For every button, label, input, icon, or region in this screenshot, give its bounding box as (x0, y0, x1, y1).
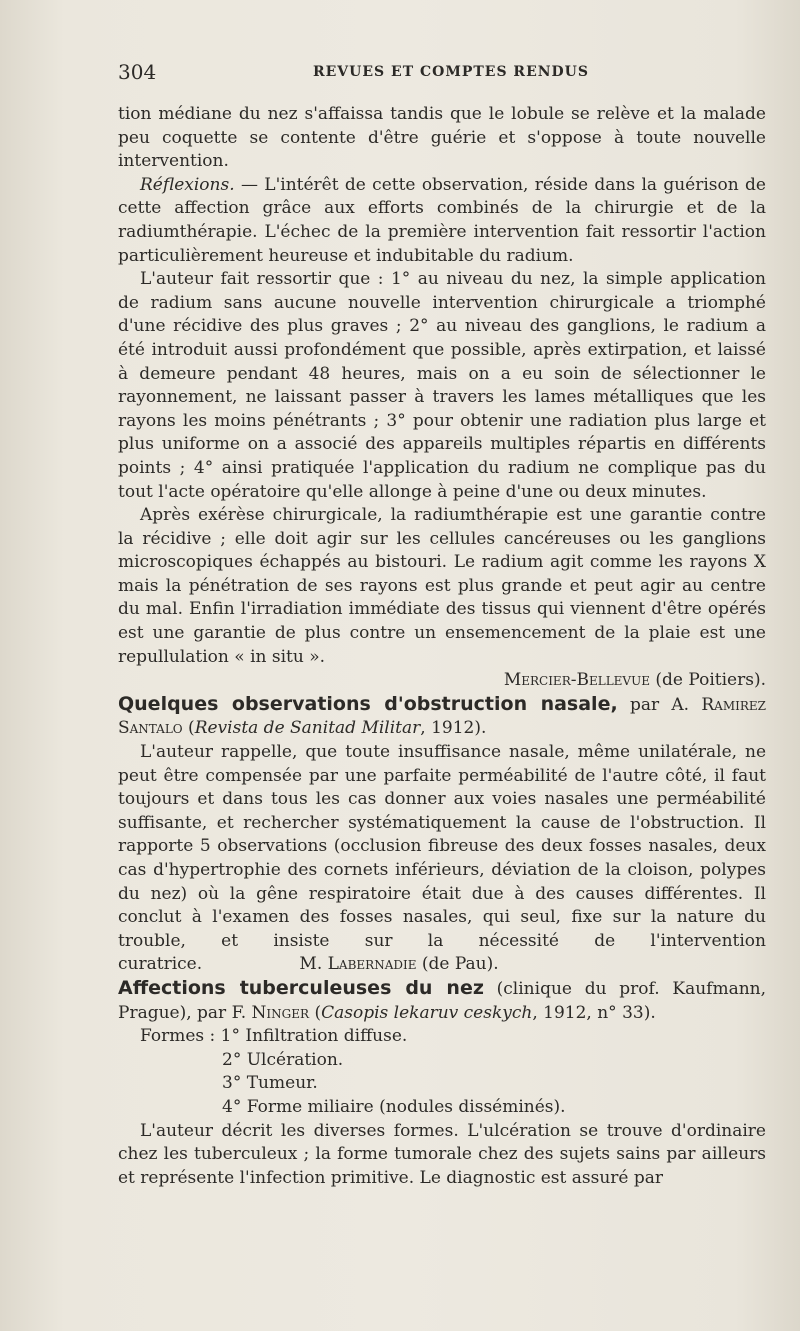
paragraph: L'auteur fait ressortir que : 1° au niveau du nez, la simple application de radium sans aucune nouvelle intervention chirurgicale a triomphé d'une récidive des plus graves ; 2° au niveau des ganglions, le radium a été introduit aussi profondément que possible, après extirpation, et laissé à demeure pendant 48 heures, mais on a eu soin de sélectionner le rayonnement, ne laissant passer à travers les lames métalliques que les rayons les moins pénétrants ; 3° pour obtenir une radiation plus large et plus uniforme on a associé des appareils multiples répartis en différents points ; 4° ainsi pratiquée l'application du radium ne complique pas du tout l'acte opératoire qu'elle allonge à peine d'une ou deux minutes. (118, 269, 766, 502)
paragraph (118, 741, 766, 977)
reflexions-label: Réflexions. (140, 174, 235, 195)
form-item: 4° Forme miliaire (nodules disséminés). (222, 1096, 566, 1117)
signature-inline (202, 954, 499, 974)
paragraph-reflexions (118, 174, 766, 268)
source-open: ( (309, 1002, 322, 1023)
forms-label: Formes : (140, 1026, 221, 1047)
article-by: par A. (617, 694, 702, 715)
source-open: ( (182, 718, 195, 739)
signature-place: (de Pau). (416, 954, 499, 975)
page-header (118, 60, 768, 88)
article-heading (118, 977, 766, 1025)
source-close: , 1912). (420, 718, 487, 739)
journal-name: Casopis lekaruv ceskych (321, 1002, 533, 1023)
signature-prefix: M. (299, 954, 328, 975)
running-title: REVUES ET COMPTES RENDUS (313, 64, 589, 80)
paragraph: L'auteur décrit les diverses formes. L'ulcération se trouve d'ordinaire chez les tuberculeux ; la forme tumorale chez des sujets sains par ailleurs et représente l'infection primitive. Le diagnostic est assuré par (118, 1120, 766, 1188)
article-title: Affections tuberculeuses du nez (118, 976, 484, 999)
article-title: Quelques observations d'obstruction nasale, (118, 692, 618, 715)
article-author: Ninger (251, 1002, 310, 1023)
paragraph: Après exérèse chirurgicale, la radiumthérapie est une garantie contre la récidive ; elle doit agir sur les cellules cancéreuses ou les ganglions microscopiques échappés au bistouri. Le radium agit comme les rayons X mais la pénétration de ses rayons est plus grande et peut agir au centre du mal. Enfin l'irradiation immédiate des tissus qui viennent d'être opérés est une garantie de plus contre un ensemencement de la plaie est une repullulation « in situ ». (118, 505, 766, 667)
journal-name: Revista de Sanitad Militar (194, 718, 421, 739)
article-source: (clinique du prof. Kaufmann, Prague), par F. (118, 978, 767, 1023)
source-close: , 1912, n° 33). (532, 1002, 656, 1023)
paragraph-text: L'auteur rappelle, que toute insuffisance nasale, même unilatérale, ne peut être compensée par une parfaite perméabilité de l'autre côté, il faut toujours et dans tous les cas donner aux voies nasales une perméabilité suffisante, et rechercher systématiquement la cause de l'obstruction. Il rapporte 5 observations (occlusion fibreuse des deux fosses nasales, deux cas d'hypertrophie des cornets inférieurs, déviation de la cloison, polypes du nez) où la gêne respiratoire était due à des causes différentes. Il conclut à l'examen des fosses nasales, qui seul, fixe sur la nature du trouble, et insiste sur la nécessité de l'intervention curatrice. (118, 742, 766, 975)
forms-list-first (118, 1025, 766, 1049)
article-heading (118, 693, 766, 741)
form-item: 1° Infiltration diffuse. (220, 1026, 408, 1047)
paragraph: tion médiane du nez s'affaissa tandis que le lobule se relève et la malade peu coquette se contente d'être guérie et s'oppose à toute nouvelle intervention. (118, 104, 766, 172)
form-item: 3° Tumeur. (222, 1073, 318, 1094)
signature-place: (de Poitiers). (649, 670, 766, 691)
page-number: 304 (118, 60, 157, 84)
signature (118, 669, 766, 693)
form-item: 2° Ulcération. (222, 1049, 344, 1070)
reflexions-text: — L'intérêt de cette observation, réside dans la guérison de cette affection grâce aux efforts combinés de la chirurgie et de la radiumthérapie. L'échec de la première intervention fait ressortir l'action particulièrement heureuse et indubitable du radium. (118, 174, 766, 266)
article-author: Ramirez Santalo (118, 694, 766, 739)
signature-name: Mercier-Bellevue (503, 670, 650, 691)
signature-name: Labernadie (327, 954, 417, 975)
page-body (118, 103, 766, 1190)
